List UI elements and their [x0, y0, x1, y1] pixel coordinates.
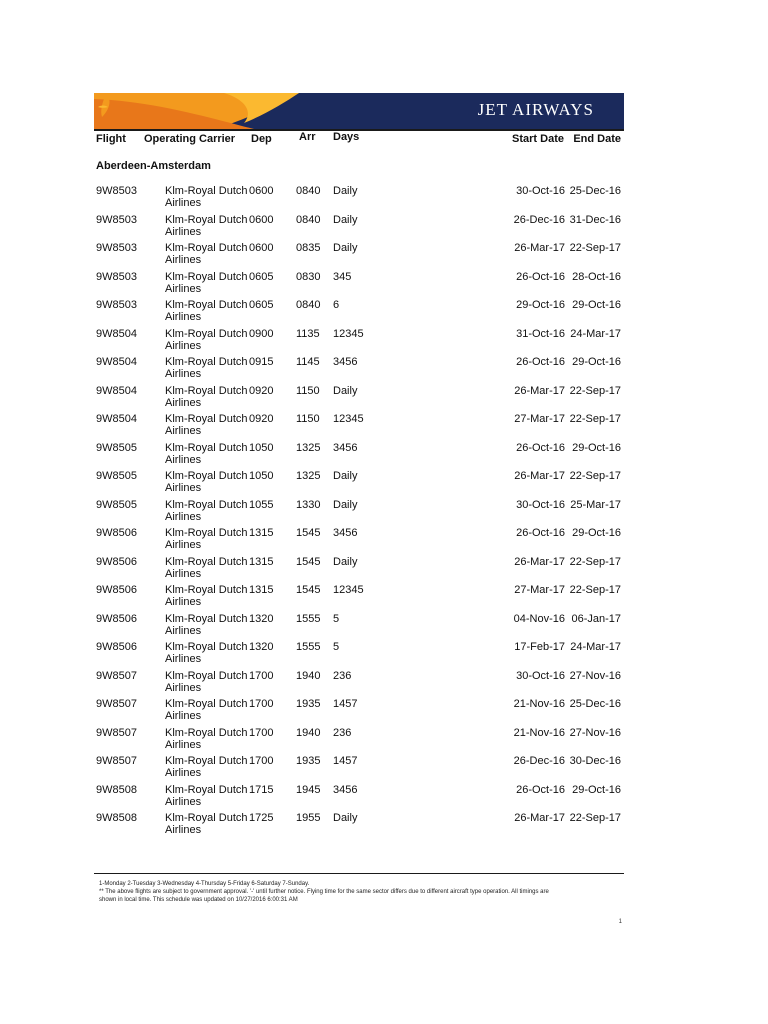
operating-days: 12345 [333, 413, 364, 425]
start-date: 26-Mar-17 [514, 812, 565, 824]
operating-days: 236 [333, 726, 352, 739]
carrier-name-line: Airlines [165, 596, 202, 608]
start-date: 29-Oct-16 [516, 299, 565, 311]
flight-number: 9W8507 [96, 669, 137, 682]
flight-number: 9W8507 [96, 698, 137, 710]
arrival-time: 1150 [296, 384, 320, 397]
flight-number: 9W8507 [96, 726, 137, 739]
start-date: 26-Dec-16 [513, 755, 565, 767]
flight-number: 9W8505 [96, 470, 137, 482]
carrier-name-line: Klm-Royal Dutch [165, 527, 248, 539]
carrier-name-line: Airlines [165, 225, 202, 238]
start-date: 26-Mar-17 [514, 470, 565, 482]
footer-note-approval: ** The above flights are subject to government approval. '-' until further notice. Flying time for the same sector differs due to different aircraft type operation. All timings are [99, 889, 549, 895]
arrival-time: 1135 [296, 327, 320, 340]
flight-number: 9W8506 [96, 641, 137, 653]
flight-number: 9W8504 [96, 356, 137, 368]
arrival-time: 1935 [296, 755, 321, 767]
operating-days: 3456 [333, 527, 358, 539]
operating-days: Daily [333, 498, 358, 511]
arrival-time: 1945 [296, 783, 321, 796]
operating-days: Daily [333, 242, 358, 254]
flight-row [94, 810, 624, 839]
carrier-name-line: Klm-Royal Dutch [165, 783, 248, 796]
column-header-dep: Dep [251, 133, 272, 145]
end-date: 29-Oct-16 [572, 441, 621, 454]
flight-row [94, 753, 624, 782]
start-date: 31-Oct-16 [516, 327, 565, 340]
carrier-name-line: Airlines [165, 710, 202, 722]
operating-days: Daily [333, 812, 358, 824]
flight-number: 9W8503 [96, 270, 137, 283]
end-date: 27-Nov-16 [569, 726, 621, 739]
departure-time: 0920 [249, 413, 274, 425]
departure-time: 0605 [249, 270, 274, 283]
arrival-time: 1330 [296, 498, 321, 511]
carrier-name-line: Airlines [165, 681, 202, 694]
column-header-carrier: Operating Carrier [144, 133, 236, 145]
arrival-time: 0830 [296, 270, 321, 283]
operating-carrier [165, 271, 248, 295]
start-date: 26-Mar-17 [514, 242, 565, 254]
carrier-name-line: Klm-Royal Dutch [165, 555, 248, 568]
operating-carrier [165, 499, 248, 523]
departure-time: 1055 [249, 498, 274, 511]
column-header-row [94, 129, 624, 149]
arrival-time: 0835 [296, 242, 321, 254]
flight-row [94, 440, 624, 469]
start-date: 26-Oct-16 [516, 783, 565, 796]
carrier-name-line: Airlines [165, 653, 202, 665]
carrier-name-line: Airlines [165, 767, 202, 779]
arrival-time: 1555 [296, 612, 321, 625]
carrier-name-line: Klm-Royal Dutch [165, 356, 248, 368]
end-date: 29-Oct-16 [572, 356, 621, 368]
operating-carrier [165, 812, 248, 836]
carrier-name-line: Klm-Royal Dutch [165, 413, 248, 425]
operating-carrier [165, 698, 248, 722]
arrival-time: 0840 [296, 213, 321, 226]
carrier-name-line: Klm-Royal Dutch [165, 327, 248, 340]
arrival-time: 1940 [296, 726, 321, 739]
end-date: 28-Oct-16 [572, 270, 621, 283]
flight-number: 9W8505 [96, 441, 137, 454]
start-date: 17-Feb-17 [514, 641, 565, 653]
arrival-time: 1325 [296, 441, 321, 454]
departure-time: 0900 [249, 327, 274, 340]
start-date: 26-Oct-16 [516, 356, 565, 368]
departure-time: 1700 [249, 755, 274, 767]
flight-number: 9W8507 [96, 755, 137, 767]
operating-days: 12345 [333, 327, 364, 340]
operating-carrier [165, 442, 248, 466]
departure-time: 0600 [249, 185, 274, 197]
start-date: 21-Nov-16 [513, 726, 565, 739]
operating-carrier [165, 328, 248, 352]
carrier-name-line: Airlines [165, 738, 202, 751]
carrier-name-line: Klm-Royal Dutch [165, 470, 248, 482]
arrival-time: 1545 [296, 584, 321, 596]
flight-row [94, 611, 624, 640]
operating-carrier [165, 641, 248, 665]
start-date: 26-Oct-16 [516, 441, 565, 454]
carrier-name-line: Klm-Royal Dutch [165, 441, 248, 454]
flight-row [94, 269, 624, 298]
operating-carrier [165, 727, 248, 751]
flight-row [94, 468, 624, 497]
flight-number: 9W8504 [96, 384, 137, 397]
flight-number: 9W8505 [96, 498, 137, 511]
flight-row [94, 696, 624, 725]
carrier-name-line: Airlines [165, 795, 202, 808]
carrier-name-line: Airlines [165, 197, 202, 209]
arrival-time: 0840 [296, 185, 321, 197]
arrival-time: 1150 [296, 413, 320, 425]
flight-number: 9W8503 [96, 242, 137, 254]
sun-logo-icon [94, 93, 112, 119]
start-date: 26-Dec-16 [513, 213, 565, 226]
column-header-days: Days [333, 131, 360, 143]
departure-time: 0605 [249, 299, 274, 311]
start-date: 26-Oct-16 [516, 270, 565, 283]
start-date: 30-Oct-16 [516, 185, 565, 197]
end-date: 25-Dec-16 [569, 698, 621, 710]
operating-days: 5 [333, 641, 340, 653]
carrier-name-line: Klm-Royal Dutch [165, 755, 248, 767]
operating-days: 3456 [333, 356, 358, 368]
flight-number: 9W8503 [96, 213, 137, 226]
flight-number: 9W8506 [96, 527, 137, 539]
operating-days: 345 [333, 270, 352, 283]
end-date: 25-Mar-17 [570, 498, 621, 511]
carrier-name-line: Klm-Royal Dutch [165, 299, 248, 311]
carrier-name-line: Airlines [165, 539, 202, 551]
carrier-name-line: Klm-Royal Dutch [165, 641, 248, 653]
carrier-name-line: Klm-Royal Dutch [165, 612, 248, 625]
carrier-name-line: Klm-Royal Dutch [165, 812, 248, 824]
column-header-flight: Flight [96, 133, 126, 145]
page-number: 1 [618, 919, 622, 925]
arrival-time: 1545 [296, 527, 321, 539]
operating-days: 6 [333, 299, 340, 311]
brand-name: JET AIRWAYS [477, 100, 594, 119]
departure-time: 1715 [249, 783, 274, 796]
end-date: 22-Sep-17 [569, 470, 621, 482]
carrier-name-line: Airlines [165, 311, 202, 323]
column-header-start-date: Start Date [512, 133, 564, 145]
footer-divider [94, 873, 624, 874]
end-date: 31-Dec-16 [569, 213, 621, 226]
arrival-time: 1955 [296, 812, 321, 824]
end-date: 22-Sep-17 [569, 242, 621, 254]
flight-row [94, 354, 624, 383]
carrier-name-line: Airlines [165, 368, 202, 380]
departure-time: 0920 [249, 384, 274, 397]
operating-days: 3456 [333, 441, 358, 454]
arrival-time: 0840 [296, 299, 321, 311]
flight-number: 9W8504 [96, 327, 137, 340]
departure-time: 1050 [249, 441, 274, 454]
carrier-name-line: Airlines [165, 339, 202, 352]
operating-days: Daily [333, 213, 358, 226]
carrier-name-line: Klm-Royal Dutch [165, 726, 248, 739]
departure-time: 1320 [249, 641, 274, 653]
carrier-name-line: Airlines [165, 396, 202, 409]
operating-carrier [165, 470, 248, 494]
column-header-end-date: End Date [573, 133, 621, 145]
carrier-name-line: Airlines [165, 254, 202, 266]
carrier-name-line: Airlines [165, 624, 202, 637]
operating-days: 3456 [333, 783, 358, 796]
operating-carrier [165, 242, 248, 266]
departure-time: 1315 [249, 527, 274, 539]
flight-row [94, 212, 624, 241]
flight-row [94, 297, 624, 326]
start-date: 21-Nov-16 [513, 698, 565, 710]
arrival-time: 1935 [296, 698, 321, 710]
arrival-time: 1325 [296, 470, 321, 482]
carrier-name-line: Klm-Royal Dutch [165, 698, 248, 710]
operating-days: Daily [333, 470, 358, 482]
flight-row [94, 554, 624, 583]
carrier-name-line: Klm-Royal Dutch [165, 242, 248, 254]
operating-days: Daily [333, 185, 358, 197]
start-date: 30-Oct-16 [516, 669, 565, 682]
departure-time: 1700 [249, 698, 274, 710]
end-date: 29-Oct-16 [572, 527, 621, 539]
start-date: 27-Mar-17 [514, 584, 565, 596]
operating-carrier [165, 299, 248, 323]
carrier-name-line: Airlines [165, 567, 202, 580]
flight-number: 9W8503 [96, 185, 137, 197]
start-date: 26-Mar-17 [514, 555, 565, 568]
carrier-name-line: Klm-Royal Dutch [165, 213, 248, 226]
flight-number: 9W8504 [96, 413, 137, 425]
operating-carrier [165, 356, 248, 380]
operating-days: 1457 [333, 698, 358, 710]
operating-carrier [165, 413, 248, 437]
departure-time: 0915 [249, 356, 274, 368]
operating-carrier [165, 185, 248, 209]
operating-days: 12345 [333, 584, 364, 596]
flight-row [94, 668, 624, 697]
flight-number: 9W8508 [96, 812, 137, 824]
end-date: 25-Dec-16 [569, 185, 621, 197]
operating-carrier [165, 214, 248, 238]
end-date: 22-Sep-17 [569, 584, 621, 596]
departure-time: 0600 [249, 242, 274, 254]
operating-days: 1457 [333, 755, 358, 767]
departure-time: 1315 [249, 584, 274, 596]
flight-number: 9W8508 [96, 783, 137, 796]
departure-time: 1700 [249, 669, 274, 682]
end-date: 24-Mar-17 [570, 641, 621, 653]
flight-row [94, 383, 624, 412]
end-date: 29-Oct-16 [572, 299, 621, 311]
flight-number: 9W8506 [96, 612, 137, 625]
carrier-name-line: Klm-Royal Dutch [165, 384, 248, 397]
departure-time: 1725 [249, 812, 274, 824]
flight-number: 9W8506 [96, 584, 137, 596]
header-banner [94, 93, 624, 129]
route-section-title: Aberdeen-Amsterdam [96, 160, 211, 172]
arrival-time: 1555 [296, 641, 321, 653]
end-date: 27-Nov-16 [569, 669, 621, 682]
flight-row [94, 411, 624, 440]
footer-notes [99, 880, 589, 904]
operating-carrier [165, 527, 248, 551]
footer-note-updated: shown in local time. This schedule was updated on 10/27/2016 6:00:31 AM [99, 897, 298, 903]
start-date: 30-Oct-16 [516, 498, 565, 511]
flight-row [94, 240, 624, 269]
flight-number: 9W8503 [96, 299, 137, 311]
end-date: 22-Sep-17 [569, 555, 621, 568]
end-date: 29-Oct-16 [572, 783, 621, 796]
flight-row [94, 582, 624, 611]
carrier-name-line: Airlines [165, 453, 202, 466]
start-date: 27-Mar-17 [514, 413, 565, 425]
flight-number: 9W8506 [96, 555, 137, 568]
carrier-name-line: Airlines [165, 482, 202, 494]
carrier-name-line: Klm-Royal Dutch [165, 498, 248, 511]
flight-row [94, 639, 624, 668]
end-date: 24-Mar-17 [570, 327, 621, 340]
flight-row [94, 525, 624, 554]
carrier-name-line: Airlines [165, 282, 202, 295]
carrier-name-line: Klm-Royal Dutch [165, 669, 248, 682]
operating-carrier [165, 755, 248, 779]
operating-carrier [165, 385, 248, 409]
flight-row [94, 725, 624, 754]
departure-time: 1315 [249, 555, 274, 568]
end-date: 22-Sep-17 [569, 812, 621, 824]
operating-carrier [165, 784, 248, 808]
column-header-arr: Arr [299, 131, 316, 143]
arrival-time: 1145 [296, 356, 320, 368]
end-date: 30-Dec-16 [569, 755, 621, 767]
end-date: 22-Sep-17 [569, 413, 621, 425]
start-date: 04-Nov-16 [513, 612, 565, 625]
operating-carrier [165, 556, 248, 580]
departure-time: 1320 [249, 612, 274, 625]
operating-days: Daily [333, 555, 358, 568]
end-date: 22-Sep-17 [569, 384, 621, 397]
end-date: 06-Jan-17 [571, 612, 621, 625]
operating-days: 236 [333, 669, 352, 682]
operating-carrier [165, 613, 248, 637]
flight-table [94, 183, 624, 839]
footer-note-days: 1-Monday 2-Tuesday 3-Wednesday 4-Thursday 5-Friday 6-Saturday 7-Sunday. [99, 881, 310, 887]
flight-row [94, 326, 624, 355]
carrier-name-line: Klm-Royal Dutch [165, 185, 248, 197]
operating-carrier [165, 584, 248, 608]
start-date: 26-Oct-16 [516, 527, 565, 539]
operating-days: 5 [333, 612, 340, 625]
flight-row [94, 782, 624, 811]
departure-time: 0600 [249, 213, 274, 226]
arrival-time: 1545 [296, 555, 321, 568]
departure-time: 1700 [249, 726, 274, 739]
carrier-name-line: Airlines [165, 510, 202, 523]
arrival-time: 1940 [296, 669, 321, 682]
start-date: 26-Mar-17 [514, 384, 565, 397]
operating-days: Daily [333, 384, 358, 397]
operating-carrier [165, 670, 248, 694]
carrier-name-line: Airlines [165, 824, 202, 836]
flight-row [94, 497, 624, 526]
carrier-name-line: Klm-Royal Dutch [165, 270, 248, 283]
carrier-name-line: Klm-Royal Dutch [165, 584, 248, 596]
departure-time: 1050 [249, 470, 274, 482]
carrier-name-line: Airlines [165, 425, 202, 437]
flight-row [94, 183, 624, 212]
